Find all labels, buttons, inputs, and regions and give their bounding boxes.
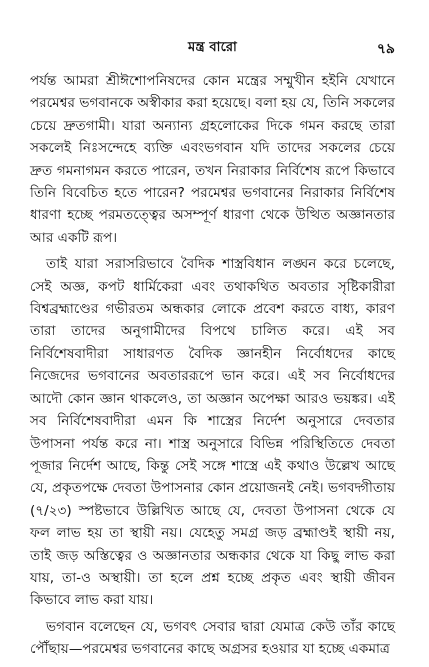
paragraph-2: তাই যারা সরাসরিভাবে বৈদিক শাস্ত্রবিধান লঙ্ঘন করে চলেছে, সেই অজ্ঞ, কপট ধার্মিকেরা এবং তথাকথিত অবতার সৃষ্টিকারীরা বিশ্বব্রহ্মাণ্ডের গভীরতম অন্ধকার লোকে প্রবেশ করতে বাধ্য, কারণ তারা তাদের অনুগামীদের বিপথে চালিত করে। এই সব নির্বিশেষবাদীরা সাধারণত বৈদিক জ্ঞানহীন নির্বোধদের কাছে নিজেদের ভগবানের অবতাররূপে ভান করে। এই সব নির্বোধদের আদৌ কোন জ্ঞান থাকলেও, তা অজ্ঞান অপেক্ষা আরও ভয়ঙ্কর। এই সব নির্বিশেষবাদীরা এমন কি শাস্ত্রের নির্দেশ অনুসারে দেবতার উপাসনা পর্যন্ত করে না। শাস্ত্র অনুসারে বিভিন্ন পরিস্থিতিতে দেবতা পূজার নির্দেশ আছে, কিন্তু সেই সঙ্গে শাস্ত্রে এই কথাও উল্লেখ আছে যে, প্রকৃতপক্ষে দেবতা উপাসনার কোন প্রয়োজনই নেই। ভগবদ্গীতায় (৭/২৩) স্পষ্টভাবে উল্লিখিত আছে যে, দেবতা উপাসনা থেকে যে ফল লাভ হয় তা স্থায়ী নয়। যেহেতু সমগ্র জড় ব্রহ্মাণ্ডই স্থায়ী নয়, তাই জড় অস্তিত্বের ও অজ্ঞানতার অন্ধকার থেকে যা কিছু লাভ করা যায়, তা-ও অস্থায়ী। তা হলে প্রশ্ন হচ্ছে প্রকৃত এবং স্থায়ী জীবন কিভাবে লাভ করা যায়। — [30, 256, 395, 609]
page-number: ৭৯ — [376, 41, 395, 57]
body-text — [30, 70, 395, 661]
paragraph-3: ভগবান বলেছেন যে, ভগবৎ সেবার দ্বারা যেমাত্র কেউ তাঁর কাছে পৌঁছায়—পরমেশ্বর ভগবানের কাছে অগ্রসর হওয়ার যা হচ্ছে একমাত্র — [30, 618, 395, 658]
running-title: মন্ত্র বারো — [188, 40, 237, 55]
page-header — [30, 30, 395, 56]
paragraph-1: পর্যন্ত আমরা শ্রীঈশোপনিষদের কোন মন্ত্রের সম্মুখীন হইনি যেখানে পরমেশ্বর ভগবানকে অস্বীকার করা হয়েছে। বলা হয় যে, তিনি সকলের চেয়ে দ্রুতগামী। যারা অন্যান্য গ্রহলোকের দিকে গমন করছে তারা সকলেই নিঃসন্দেহে ব্যক্তি এবংভগবান যদি তাদের সকলের চেয়ে দ্রুত গমনাগমন করতে পারেন, তখন নিরাকার নির্বিশেষ রূপে কিভাবে তিনি বিবেচিত হতে পারেন? পরমেশ্বর ভগবানের নিরাকার নির্বিশেষ ধারণা হচ্ছে পরমতত্ত্বের অসম্পূর্ণ ধারণা থেকে উত্থিত অজ্ঞানতার আর একটি রূপ। — [30, 73, 395, 246]
